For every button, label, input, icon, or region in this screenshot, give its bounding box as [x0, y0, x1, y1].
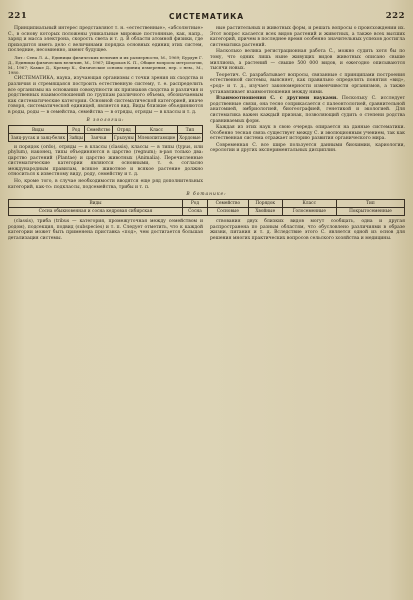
table-cell: Заяц-русак и заяц-беляк: [9, 133, 68, 141]
paragraph: ствования двух близких видов могут сообщать, одна и другая распространена по разным областям, что обусловлено различиями в образе жизни, питания и т. д. Вследствие этого С. является одной из основ для решения многих практических вопросов сельского хозяйства и медицины.: [210, 219, 405, 242]
table-cell: Сосна обыкновенная и сосна кедровая сибирская: [9, 208, 183, 216]
literature-paragraph: Лит.: Сена Л. А., Единицы физических величин и их размерности, М., 1969; Бурдун Г. Д., Единицы физических величин, М., 1967; Широков К. П., Общие вопросы метрологии, М., 1967; Камке Д., Кремер К., Физические основы единиц измерения, пер. с нем., М., 1980.: [8, 54, 203, 76]
table-header-cell: Род: [67, 125, 84, 133]
table-caption: В зоологии:: [86, 117, 125, 123]
paragraph: Но, кроме того, в случае необходимости вводятся еще ряд дополнительных категорий, как-то: подклассы, подсемейства, трибы и т. п.: [8, 179, 203, 190]
table-header-cell: Семейство: [207, 200, 248, 208]
table-header-cell: Виды: [9, 200, 183, 208]
table-header-cell: Тип: [177, 125, 202, 133]
page-header: [8, 10, 405, 22]
paragraph: Каждая из этих наук в свою очередь опирается на данные систематики. Особенно тесная связь существует между С. и эволюционным учением, так как естественная система отражает историю развития органического мира.: [210, 125, 405, 142]
paragraph: (classis), триба (tribus — категория, промежуточная между семейством и родом), подсекция, подвид (subspecies) и т. п. Следует отметить, что к каждой категории может быть применена приставка «под», чем достигается большая детализация системы.: [8, 219, 203, 242]
table-cell: Хвойные: [248, 208, 282, 216]
table-cell: Грызуны: [114, 134, 134, 140]
paragraph: Теоретич. С. разрабатывает вопросы, связанные с принципами построения естественной системы, выясняет, как правильно определять понятия «вид», «род» и т. д., изучает закономерности изменчивости организмов, а также устанавливает взаимоотношения между ними.: [210, 72, 405, 95]
table-header-cell: Тип: [336, 200, 404, 208]
table-header-cell: Семейство: [86, 126, 111, 132]
table-cell: Голосеменные: [282, 208, 336, 216]
table-cell: Зайцы: [69, 134, 84, 140]
table-header-cell: Порядок: [248, 200, 282, 208]
right-column: [210, 26, 405, 598]
table-cell: Покрытосеменные: [336, 208, 404, 216]
paragraph: Современная С. все шире пользуется данными биохимии, кариологии, серологии и других экспериментальных дисциплин.: [210, 142, 405, 154]
table-row: [9, 133, 203, 141]
section-heading: Взаимоотношения С. с другими науками.: [216, 96, 338, 102]
table-caption: В ботанике:: [186, 192, 227, 198]
paragraph: Насколько велика регистрационная работа С., можно судить хотя бы по тому, что одних лишь ныне живущих видов животных описано свыше миллиона, а растений — свыше 500 000 видов, и ежегодно описываются тысячи новых.: [210, 49, 405, 72]
two-column-body: [8, 26, 405, 598]
table-cell: Сосна: [183, 208, 208, 216]
paragraph: Принципиальный интерес представляют т. н. «естественные», «абсолютные» С., в основу которых положены уникальные мировые постоянные, как, напр., заряд и масса электрона, скорость света и т. д. В области атомной физики, где приходится иметь дело с величинами порядка основных единиц этих систем, последние, несомненно, имеют будущее.: [8, 26, 203, 54]
left-page-number: 221: [8, 11, 28, 21]
paragraph: и порядок (ordo), отряды — в классы (classis), классы — в типы (typus, или phylum), наконец, типы объединяются в царство (regnum); в-рая только два: царство растений (Plantae) и царство животных (Animalia). Перечисленные систематические категории являются основными, т. е. согласно международным правилам, всякое животное и всякое растение должно относиться к известному виду, роду, семейству и т. д.: [8, 144, 203, 178]
table-header-cell: Виды: [9, 125, 68, 133]
zoology-table: [8, 125, 203, 142]
paragraph: [210, 96, 405, 124]
table-header-cell: Род: [183, 200, 208, 208]
table-header-cell: Отряд: [112, 125, 135, 133]
paragraph: ные растительных и животных форм, и решать вопросы о происхождении их. Этот вопрос касается всех видов растений и животных, а также всех высших категорий, причем в последнее время особенно значительных успехов достигла систематика растений.: [210, 26, 406, 48]
table-cell: Заячьи: [85, 133, 112, 141]
table-cell: Млекопитающие: [135, 133, 177, 141]
table-header-cell: Класс: [135, 125, 177, 133]
table-header-row: [9, 125, 203, 133]
table-header-cell: Класс: [282, 200, 336, 208]
table-cell: Сосновые: [207, 208, 248, 216]
running-title: СИСТЕМАТИКА: [168, 11, 245, 21]
paragraph-text: Поскольку С. исследует родственные связи, она тесно соприкасается с палеонтологией, сравнительной анатомией, эмбриологией, биогеографией, генетикой и экологией. Для систематика важен каждый признак, позволяющий судить о степени родства сравниваемых форм.: [210, 96, 405, 124]
table-cell: Хордовые: [179, 134, 201, 140]
paragraph: СИСТЕМАТИКА, наука, изучающая организмы с точки зрения их сходства и различия и стремящаяся построить естественную систему, т. е. распределить все организмы на основании совокупности их признаков сходства и различия и родственных взаимоотношений по группам различного объема, обозначаемым как систематические категории. Основной систематической категорией, иначе говоря, систематической единицей, является вид. Виды близкие объединяются в роды, роды — в семейства, семейства — в отряды, отряды — в классы и т. д.: [8, 76, 203, 115]
right-page-number: 222: [385, 11, 405, 21]
